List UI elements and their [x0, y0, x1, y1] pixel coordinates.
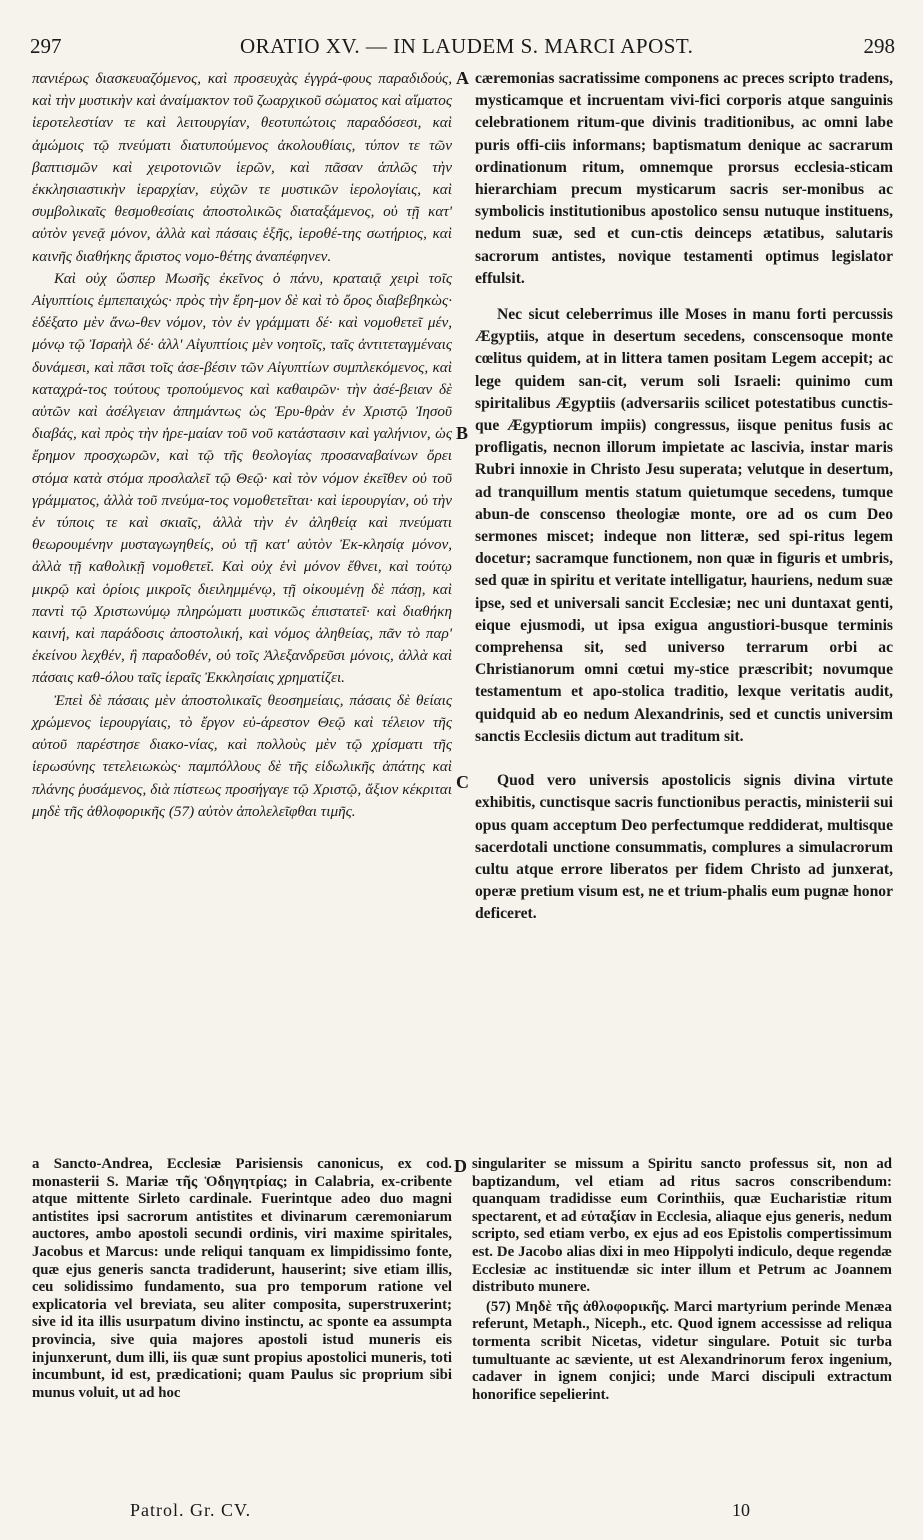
greek-paragraph-3: Ἐπεὶ δὲ πάσαις μὲν ἀποστολικαῖς θεοσημείαις, πάσαις δὲ θείαις χρώμενος ἱερουργίαις, τὸ ἔργον εὐ-άρεστον Θεῷ καὶ τέλειον τῆς αὐτοῦ παρέστησε διακο-νίας, καὶ πολλοὺς μὲν τῷ χρίσματι τῆς ἱερωσύνης τετελειωκὼς· παμπόλλους δὲ τῆς εἰδωλικῆς ἀπάτης καὶ πλάνης ῥυσάμενος, διὰ πίστεως προσήγαγε τῷ Χριστῷ, ἄξιον κέκριται μηδὲ τῆς ἀθλοφορικῆς (57) αὐτὸν ἀπολελεῖφθαι τιμῆς. [32, 691, 452, 820]
latin-paragraph-1: cæremonias sacratissime componens ac preces scripto tradens, mysticamque et incruentam vivi-fici corporis atque sanguinis celebrationem ritum-que divinis traditionibus, ac omni labe puris offi-ciis informans; baptismatum denique ac sacrarum ordinationum ritum, omnemque prorsus ecclesia-sticam hierarchiam precum mysticarum sacris ser-monibus ac symbolicis institutionibus apostolico sensu nutuque instituens, nedum suæ, sed et cun-ctis deinceps ætatibus, salutaris sacrorum antistes, novique testamenti optimus legislator effulsit. [475, 70, 893, 287]
latin-paragraph-3: Quod vero universis apostolicis signis divina virtute exhibitis, cunctisque sacris functionibus peractis, ministerii sui opus quam acceptum Deo perfectumque reddiderat, multisque sacerdotali unctione consummatis, complures a simulacrorum cultu atque errore liberatos per fidem Christo ad junxerat, operæ pretium visum est, ne et trium-phalis eum pugnæ honor deficeret. [475, 772, 893, 923]
greek-column [32, 68, 452, 823]
latin-column [475, 68, 893, 926]
margin-marker-b: B [456, 423, 469, 443]
footer-sheet-number: 10 [732, 1500, 750, 1520]
page-number-left: 297 [30, 34, 62, 58]
latin-paragraph-2: Nec sicut celeberrimus ille Moses in manu forti percussis Ægyptiis, atque in desertum secedens, conscensoque monte cœlitus quidem, at in littera tamen positam Legem accepit; ac lege quidem san-cit, verum soli Israeli: quinimo cum spiritalibus Ægyptiis (adversariis scilicet potestatibus cunctis-que Ægyptiorum impiis) congressus, iisque penitus fusis ac profligatis, necnon illorum impietate ac lascivia, instar maris Rubri innoxie in Christo Jesu superata; velutque in desertum, ad tranquillum mentis statum quietumque secedens, tumque abun-de conscenso theologiæ monte, ore ad os cum Deo sermones miscet; indeque non litteræ, sed spi-ritus legem docetur; sacramque functionem, non quæ in figuris et umbris, sed quæ in spiritu et veritate intelligatur, hauriens, nedum suæ ipse, sed et universali sancit Ecclesiæ; nec uni duntaxat genti, eique ejusmodi, ut ipsa exigua angustiori-busque terminis comprehensa sit, sed universo terrarum orbi ac Christianorum omni cœtui my-stice præscribit; novumque testamentum et apo-stolica traditio, lexque veritatis audit, quidquid ab eo nedum Alexandrinis, sed et cunctis universim sanctis Ecclesiis dictum aut traditum sit. [475, 306, 893, 745]
greek-paragraph-1: πανιέρως διασκευαζόμενος, καὶ προσευχὰς ἐγγρά-φους παραδιδούς, καὶ τὴν μυστικὴν καὶ ἀναίμακτον τοῦ ζωαρχικοῦ σώματος καὶ αἵματος ἱεροτελεστίαν τε καὶ λειτουργίαν, θεοτυπώτοις παραδόσεσι, καὶ ἀμώμοις τῷ πνεύματι διατυπούμενος ἀκολουθίαις, τύπον τε τῶν βαπτισμῶν καὶ χειροτονιῶν ἱερῶν, καὶ πᾶσαν ἁπλῶς τὴν ἐκκλησιαστικὴν ἱεραρχίαν, εὐχῶν τε μυστικῶν ἱερολογίαις, καὶ συμβολικαῖς θεσμοθεσίαις ἀποστολικῶς διαταξάμενος, οὐ τῇ κατ' αὐτὸν γενεᾷ μόνον, ἀλλὰ καὶ πάσαις ἑξῆς, ἱεροθέ-της σωτήριος, καὶ καινῆς διαθήκης ἄριστος νομο-θέτης ἀναπέφηνεν. [32, 70, 452, 265]
footer-signature: Patrol. Gr. CV. [130, 1500, 252, 1520]
footnote-right-text-2: (57) Μηδὲ τῆς ἀθλοφορικῆς. Marci martyrium perinde Menæa referunt, Metaph., Niceph., etc. Quod ignem accessisse ad reliqua tormenta scribit Nicetas, videtur singulare. Potuit sic turba tumultuante ac sæviente, ut est Alexandrinorum ferox ingenium, cadaver in ignem conjici; unde Marci discipuli extractum honorifice sepelierint. [472, 1298, 892, 1403]
footnote-left-text: a Sancto-Andrea, Ecclesiæ Parisiensis canonicus, ex cod. monasterii S. Mariæ τῆς Ὁδηγητρίας; in Calabria, ex-cribente atque mittente Sirleto cardinale. Fuerintque adeo duo magni antistites ipsi sacrorum antistites et divinarum cæremoniarum auctores, ambo apostoli secundi ordinis, viri maxime spiritales, Jacobus et Marcus: unde reliqui tanquam ex limpidissimo fonte, quæ ejus generis sancta tradiderunt, hauserint; sive etiam illis, ceu solidissimo fundamento, sua pro temporum ratione vel explicatoria vel breviata, seu aliter composita, superstruxerint; sive id ita illis usurpatum divino instinctu, ac sponte ea assumpta provincia, sive quia majores apostoli istud muneris eis injunxerunt, dum illi, iis quæ sunt propius apostolici muneris, toti incumbunt, id est, prædicationi; quam Paulus sic proprium sibi munus voluit, ut ad hoc [32, 1156, 452, 1401]
footnote-right [472, 1156, 892, 1404]
running-title: ORATIO XV. — IN LAUDEM S. MARCI APOST. [240, 34, 694, 58]
footnote-left [32, 1156, 452, 1402]
margin-marker-a: A [456, 68, 469, 88]
greek-paragraph-2: Καὶ οὐχ ὥσπερ Μωσῆς ἐκεῖνος ὁ πάνυ, κραταιᾷ χειρὶ τοῖς Αἰγυπτίοις ἐμπεπαιχώς· πρὸς τὴν ἔρη-μον δὲ καὶ τὸ ὄρος διαβεβηκὼς· ἐδέξατο μὲν ἄνω-θεν νόμον, τὸν ἐν γράμματι δέ· καὶ νομοθετεῖ μέν, μόνῳ τῷ Ἰσραὴλ δέ· ἀλλ' Αἰγυπτίοις μὲν νοητοῖς, ταῖς ἀντιτεταγμέναις δυνάμεσι, καὶ πᾶσι τοῖς ἀσε-βέσιν τῶν Αἰγυπτίων συμπλεκόμενος, καὶ καταχρά-τος τούτους τροπούμενος καὶ καθαιρῶν· τὴν ἀσέ-βειαν δὲ αὐτῶν καὶ ἀσέλγειαν ἀπημάντως ὡς Ἐρυ-θρὰν ἐν Χριστῷ Ἰησοῦ διαβάς, καὶ πρὸς τὴν ἠρε-μαίαν τοῦ νοῦ κατάστασιν καὶ γαλήνιον, ὡς ἔρημον προσχωρῶν, καὶ τῷ τῆς θεολογίας προσαναβαίνων ὄρει στόμα κατὰ στόμα προσλαλεῖ τῷ Θεῷ· καὶ τὸν νόμον ἐκεῖθεν οὐ τοῦ γράμματος, ἀλλὰ τοῦ πνεύμα-τος νομοθετεῖται· καὶ ἱερουργίαν, οὐ τὴν ἐν τύποις τε καὶ σκιαῖς, ἀλλὰ τὴν ἐν ἀληθείᾳ καὶ πνεύματι θεωρουμένην μυσταγωγηθείς, οὐ τῇ κατ' αὐτὸν Ἐκ-κλησίᾳ μόνον, ἀλλὰ τῇ καθολικῇ νομοθετεῖ. Καὶ οὐχ ἑνὶ μόνον ἔθνει, καὶ τούτῳ μικρῷ καὶ ὁρίοις μικροῖς διειλημμένῳ, τῇ οἰκουμένῃ δὲ πάσῃ, καὶ παντὶ τῷ Χριστωνύμῳ πληρώματι μυστικῶς ἐπιστατεῖ· καὶ διαθήκη καινή, καὶ παράδοσις ἀποστολική, καὶ νόμος ἀληθείας, πᾶν τὸ παρ' ἐκείνου λεχθέν, ἢ παραδοθέν, οὐ τοῖς Ἀλεξανδρεῦσι μόνοις, ἀλλὰ καὶ πάσαις καθ-όλου ταῖς ἱεραῖς Ἐκκλησίαις χρηματίζει. [32, 269, 452, 687]
margin-marker-c: C [456, 772, 469, 792]
running-header [30, 34, 895, 64]
footnote-right-text-1: singulariter se missum a Spiritu sancto professus sit, non ad baptizandum, vel etiam ad ritus sacros conscribendum: quanquam tradidisse eum Corinthiis, quæ Eucharistiæ ritum spectarent, et ad εὐταξίαν in Ecclesia, aliaque ejus generis, nedum scripto, sed etiam verbo, ex ejus ad eos Epistolis compertissimum est. De Jacobo alias dixi in meo Hippolyti indiculo, deque regendæ Ecclesiæ ac instituendæ sic inter illum et Petrum ac Joannem distributo munere. [472, 1156, 892, 1296]
page-number-right: 298 [863, 34, 895, 58]
margin-marker-d: D [454, 1156, 467, 1176]
